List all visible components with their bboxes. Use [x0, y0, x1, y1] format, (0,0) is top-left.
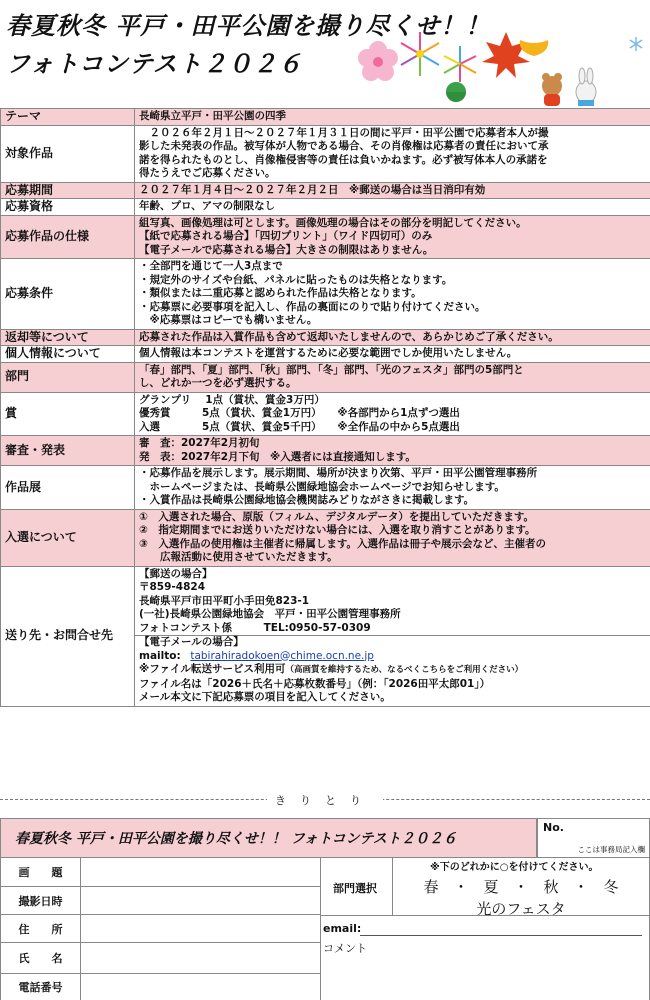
entry-number-label: No. — [543, 821, 564, 834]
page-title: 春夏秋冬 平戸・田平公園を撮り尽くせ！！ — [6, 11, 491, 40]
row-line: ・応募作品を展示します。展示期間、場所が決まり次第、平戸・田平公園管理事務所 — [139, 467, 538, 479]
row-label: 応募期間 — [1, 182, 135, 199]
row-line: 長崎県立平戸・田平公園の四季 — [139, 110, 286, 122]
transfer-note-small: （高画質を維持するため、なるべくこちらをご利用ください） — [285, 665, 524, 675]
row-value — [135, 125, 650, 182]
table-row — [1, 215, 650, 259]
table-row — [1, 466, 650, 510]
table-row — [1, 125, 650, 182]
row-value — [135, 199, 650, 216]
contest-info-table — [0, 108, 650, 707]
row-line: 審 査：2027年2月初旬 — [139, 437, 260, 449]
row-value — [135, 329, 650, 346]
row-line: 年齢、プロ、アマの制限なし — [139, 200, 276, 212]
post-line: 長崎県平戸市田平町小手田免823-1 — [139, 594, 310, 607]
post-heading: 【郵送の場合】 — [139, 567, 213, 580]
row-line: し、どれか一つを必ず選択する。 — [139, 377, 297, 389]
season-options[interactable]: 春 ・ 夏 ・ 秋 ・ 冬 — [423, 878, 619, 896]
row-label: 作品展 — [1, 466, 135, 510]
row-label: 対象作品 — [1, 125, 135, 182]
row-line: 広報活動に使用させていただきます。 — [139, 551, 338, 563]
field-label-name: 氏 名 — [0, 943, 80, 974]
field-label-title: 画 題 — [0, 858, 80, 887]
table-row — [1, 392, 650, 436]
firework-icon — [444, 46, 476, 82]
email-input-line[interactable] — [360, 935, 642, 936]
row-value — [135, 109, 650, 126]
row-label: 応募条件 — [1, 259, 135, 330]
row-label: 返却等について — [1, 329, 135, 346]
field-label-date: 撮影日時 — [0, 887, 80, 915]
row-value — [135, 346, 650, 363]
table-row — [1, 509, 650, 566]
entry-form-title: 春夏秋冬 平戸・田平公園を撮り尽くせ！！ フォトコンテスト２０２６ — [0, 818, 537, 858]
mailto-label: mailto: — [139, 649, 181, 662]
row-line: ホームページまたは、長崎県公園緑地協会ホームページでお知らせします。 — [139, 480, 505, 493]
row-line: ① 入選された場合、原版（フィルム、デジタルデータ）を提出していただきます。 — [139, 510, 534, 523]
table-row — [1, 182, 650, 199]
field-label-phone: 電話番号 — [0, 974, 80, 1000]
row-line: 【紙で応募される場合】「四切プリント」（ワイド四切可）のみ — [139, 230, 433, 242]
row-line: ・全部門を通じて一人3点まで — [139, 260, 283, 272]
cut-line — [0, 792, 650, 808]
mailto-line — [139, 650, 646, 664]
watermelon-icon — [446, 82, 466, 102]
row-label: 審査・発表 — [1, 436, 135, 466]
row-line: 応募された作品は入賞作品も含めて返却いたしませんので、あらかじめご了承ください。 — [139, 330, 559, 343]
entry-form — [0, 858, 650, 1000]
row-value — [135, 362, 650, 392]
table-row — [1, 259, 650, 330]
row-line: ・入賞作品は長崎県公園緑地協会機関誌みどりながさきに掲載します。 — [139, 494, 475, 506]
table-row — [1, 362, 650, 392]
date-field[interactable] — [80, 887, 320, 915]
row-line: 【電子メールで応募される場合】大きさの制限はありません。 — [139, 243, 434, 256]
row-line: ③ 入選作品の使用権は主催者に帰属します。入選作品は冊子や展示会など、主催者の — [139, 537, 547, 550]
row-value — [135, 182, 650, 199]
row-label: 入選について — [1, 509, 135, 566]
header-banner — [0, 0, 650, 108]
row-line: ・類似または二重応募と認められた作品は失格となります。 — [139, 287, 422, 299]
row-line: グランプリ 1点（賞状、賞金3万円） — [139, 393, 325, 406]
cherry-blossom-icon — [358, 41, 398, 81]
post-line: フォトコンテスト係 TEL:0950-57-0309 — [139, 621, 371, 634]
email-field-label: email: — [323, 922, 362, 935]
row-value — [135, 215, 650, 259]
row-label: 送り先・お問合せ先 — [1, 566, 135, 706]
row-line: ※応募票はコピーでも構いません。 — [139, 314, 318, 326]
festa-option[interactable]: 光のフェスタ — [476, 900, 566, 918]
row-line: ・応募票に必要事項を記入し、作品の裏面にのりで貼り付けてください。 — [139, 300, 486, 313]
row-line: 影した未発表の作品。被写体が人物である場合、その肖像権は応募者の責任において承 — [139, 140, 549, 152]
table-row — [1, 436, 650, 466]
address-field[interactable] — [80, 915, 320, 943]
firework-icon — [401, 32, 439, 76]
row-line: ２０２７年１月４日～２０２７年２月２日 ※郵送の場合は当日消印有効 — [139, 183, 486, 196]
table-row — [1, 329, 650, 346]
row-label: テーマ — [1, 109, 135, 126]
row-label: 応募作品の仕様 — [1, 215, 135, 259]
row-line: ２０２６年２月１日～２０２７年１月３１日の間に平戸・田平公園で応募者本人が撮 — [139, 126, 549, 139]
row-label: 応募資格 — [1, 199, 135, 216]
seasonal-illustration-icon — [356, 28, 650, 108]
table-row — [1, 199, 650, 216]
transfer-note — [139, 663, 646, 678]
post-line: (一社)長崎県公園緑地協会 平戸・田平公園管理事務所 — [139, 608, 401, 620]
email-heading: 【電子メールの場合】 — [135, 635, 650, 650]
row-line: ② 指定期間までにお送りいただけない場合には、入選を取り消すことがあります。 — [139, 524, 536, 536]
snowflake-icon — [630, 37, 642, 51]
entry-number-box — [537, 818, 650, 858]
table-row — [1, 566, 650, 706]
filename-line: ファイル名は「2026＋氏名＋応募枚数番号」（例：「2026田平太郎01」） — [139, 677, 491, 690]
row-line: 諾を得られたものとし、肖像権侵害等の責任は負いかねます。必ず被写体本人の承諾を — [139, 153, 548, 166]
page-subtitle: フォトコンテスト２０２６ — [6, 49, 303, 78]
row-line: 「春」部門、「夏」部門、「秋」部門、「冬」部門、「光のフェスタ」部門の5部門と — [139, 363, 524, 376]
row-line: 個人情報は本コンテストを運営するために必要な範囲でしか使用いたしません。 — [139, 347, 518, 359]
contact-cell — [135, 566, 650, 706]
post-line: 〒859-4824 — [139, 581, 205, 593]
row-label: 部門 — [1, 362, 135, 392]
row-line: 優秀賞 5点（賞状、賞金1万円） ※各部門から1点ずつ選出 — [139, 407, 460, 419]
table-row — [1, 346, 650, 363]
title-field[interactable] — [80, 858, 320, 887]
row-line: 組写真、画像処理は可とします。画像処理の場合はその部分を明記してください。 — [139, 216, 527, 229]
field-label-address: 住 所 — [0, 915, 80, 943]
row-label: 賞 — [1, 392, 135, 436]
dept-select-label: 部門選択 — [333, 882, 377, 895]
maple-leaf-icon — [482, 32, 530, 78]
row-value — [135, 466, 650, 510]
email-link[interactable]: tabirahiradokoen@chime.ocn.ne.jp — [190, 649, 374, 662]
cut-label: きりとり — [267, 794, 383, 807]
entry-number-note: ここは事務局記入欄 — [577, 845, 645, 854]
row-line: 得たうえでご応募ください。 — [139, 167, 276, 179]
transfer-note-text: ※ファイル転送サービス利用可 — [139, 663, 286, 675]
ginkgo-leaf-icon — [520, 40, 548, 70]
row-value — [135, 259, 650, 330]
row-value — [135, 509, 650, 566]
animal-characters-icon — [542, 68, 596, 106]
dept-select-note: ※下のどれかに○を付けてください。 — [430, 862, 599, 873]
row-line: 発 表：2027年2月下旬 ※入選者には直接通知します。 — [139, 450, 416, 463]
name-field[interactable] — [80, 943, 320, 974]
mail-body-line: メール本文に下記応募票の項目を記入してください。 — [139, 691, 391, 703]
table-row — [1, 109, 650, 126]
row-line: 入選 5点（賞状、賞金5千円） ※全作品の中から5点選出 — [139, 420, 460, 433]
dept-options[interactable] — [392, 876, 650, 920]
row-label: 個人情報について — [1, 346, 135, 363]
row-line: ・規定外のサイズや台紙、パネルに貼ったものは失格となります。 — [139, 273, 453, 286]
comment-label: コメント — [323, 942, 367, 955]
row-value — [135, 392, 650, 436]
row-value — [135, 436, 650, 466]
phone-field[interactable] — [80, 974, 320, 1000]
